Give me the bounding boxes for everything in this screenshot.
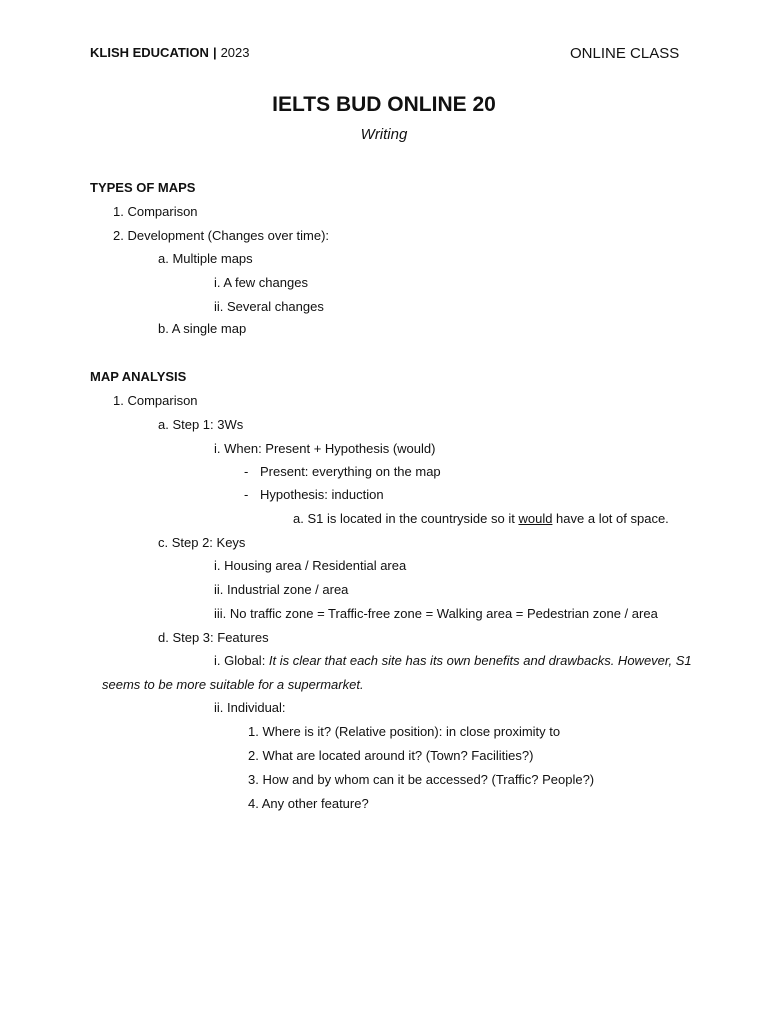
types-item-development: 2. Development (Changes over time): (113, 228, 330, 243)
keys-housing: i. Housing area / Residential area (214, 558, 407, 573)
hypothesis-example (293, 511, 669, 527)
features-global (214, 653, 692, 669)
header-class-label: ONLINE CLASS (570, 45, 680, 62)
analysis-item-comparison: 1. Comparison (113, 393, 198, 408)
analysis-step-2: c. Step 2: Keys (158, 535, 246, 550)
types-item-multiple-maps: a. Multiple maps (158, 251, 253, 266)
bullet-present (244, 464, 441, 480)
keys-no-traffic: iii. No traffic zone = Traffic-free zone = Walking area = Pedestrian zone / area (214, 606, 658, 621)
types-item-several-changes: ii. Several changes (214, 299, 324, 314)
analysis-step-1-when: i. When: Present + Hypothesis (would) (214, 441, 436, 456)
features-global-continuation: seems to be more suitable for a supermarket. (102, 677, 364, 692)
example-text-before: a. S1 is located in the countryside so it (293, 511, 519, 526)
features-global-text: It is clear that each site has its own benefits and drawbacks. However, S1 (268, 653, 692, 668)
header-organization-year (90, 44, 250, 62)
map-analysis-heading: MAP ANALYSIS (90, 369, 187, 384)
bullet-hypothesis (244, 487, 384, 503)
individual-question-2: 2. What are located around it? (Town? Facilities?) (248, 748, 534, 763)
individual-question-3: 3. How and by whom can it be accessed? (Traffic? People?) (248, 772, 595, 787)
example-underlined-word: would (518, 511, 553, 526)
analysis-step-1: a. Step 1: 3Ws (158, 417, 244, 432)
features-global-label: i. Global: (214, 653, 269, 668)
features-individual: ii. Individual: (214, 700, 286, 715)
types-item-comparison: 1. Comparison (113, 204, 198, 219)
header-separator: | (212, 45, 217, 60)
dash-bullet-icon: - (244, 464, 249, 479)
example-text-after: have a lot of space. (552, 511, 669, 526)
types-item-single-map: b. A single map (158, 321, 247, 336)
types-item-few-changes: i. A few changes (214, 275, 308, 290)
organization-name: KLISH EDUCATION (90, 45, 209, 60)
bullet-present-text: Present: everything on the map (260, 464, 441, 479)
individual-question-1: 1. Where is it? (Relative position): in close proximity to (248, 724, 561, 739)
document-subtitle: Writing (360, 126, 408, 143)
document-title: IELTS BUD ONLINE 20 (272, 93, 496, 116)
dash-bullet-icon: - (244, 487, 249, 502)
keys-industrial: ii. Industrial zone / area (214, 582, 349, 597)
header-year: 2023 (220, 45, 250, 60)
analysis-step-3: d. Step 3: Features (158, 630, 269, 645)
types-of-maps-heading: TYPES OF MAPS (90, 180, 196, 195)
individual-question-4: 4. Any other feature? (248, 796, 369, 811)
bullet-hypothesis-text: Hypothesis: induction (260, 487, 384, 502)
